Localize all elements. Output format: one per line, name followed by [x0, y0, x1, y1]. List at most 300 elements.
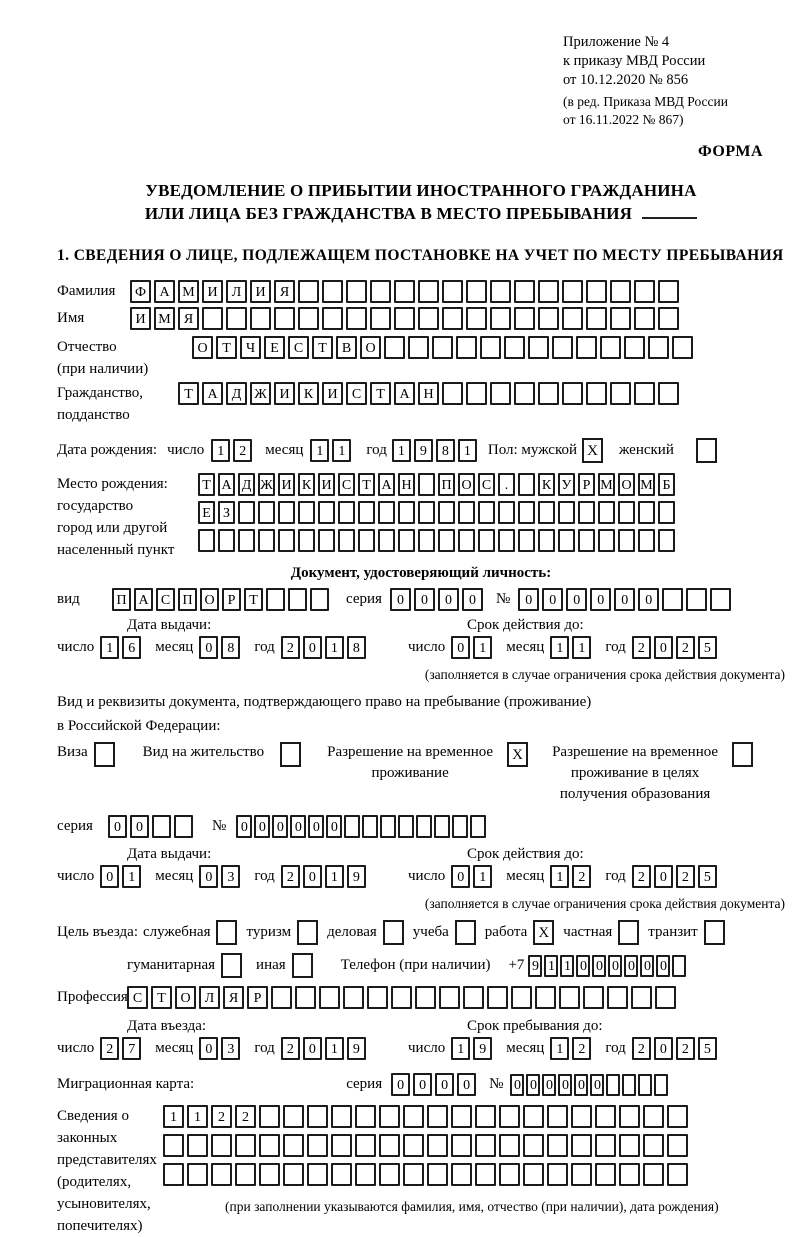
char-cell[interactable]	[418, 501, 435, 524]
char-cell[interactable]	[595, 1105, 616, 1128]
temp-residence-edu-checkbox[interactable]	[732, 742, 753, 767]
char-cell[interactable]	[187, 1134, 208, 1157]
char-cell[interactable]: О	[618, 473, 635, 496]
char-cell[interactable]: 0	[654, 636, 673, 659]
char-cell[interactable]: 9	[347, 865, 366, 888]
char-cell[interactable]: 1	[187, 1105, 208, 1128]
char-cell[interactable]	[278, 501, 295, 524]
char-cell[interactable]: 8	[436, 439, 455, 462]
char-cell[interactable]	[487, 986, 508, 1009]
char-cell[interactable]: Н	[418, 382, 439, 405]
char-cell[interactable]: Я	[223, 986, 244, 1009]
char-cell[interactable]: 0	[308, 815, 324, 838]
char-cell[interactable]: Т	[244, 588, 263, 611]
char-cell[interactable]: 1	[473, 865, 492, 888]
char-cell[interactable]: 0	[199, 636, 218, 659]
char-cell[interactable]	[523, 1163, 544, 1186]
char-cell[interactable]	[595, 1134, 616, 1157]
char-cell[interactable]: О	[360, 336, 381, 359]
char-cell[interactable]	[238, 529, 255, 552]
char-cell[interactable]	[598, 529, 615, 552]
char-cell[interactable]	[600, 336, 621, 359]
char-cell[interactable]: Т	[151, 986, 172, 1009]
char-cell[interactable]: 1	[473, 636, 492, 659]
char-cell[interactable]: С	[156, 588, 175, 611]
char-cell[interactable]: 0	[510, 1074, 524, 1096]
char-cell[interactable]	[226, 307, 247, 330]
char-cell[interactable]: А	[134, 588, 153, 611]
char-cell[interactable]	[187, 1163, 208, 1186]
char-cell[interactable]	[586, 307, 607, 330]
char-cell[interactable]	[658, 501, 675, 524]
char-cell[interactable]: А	[202, 382, 223, 405]
char-cell[interactable]: И	[202, 280, 223, 303]
char-cell[interactable]	[331, 1134, 352, 1157]
char-cell[interactable]	[403, 1105, 424, 1128]
char-cell[interactable]: 2	[233, 439, 252, 462]
char-cell[interactable]	[490, 307, 511, 330]
char-cell[interactable]	[452, 815, 468, 838]
char-cell[interactable]: И	[250, 280, 271, 303]
char-cell[interactable]	[434, 815, 450, 838]
char-cell[interactable]: В	[336, 336, 357, 359]
char-cell[interactable]	[258, 529, 275, 552]
char-cell[interactable]: 0	[592, 955, 606, 977]
char-cell[interactable]: Т	[370, 382, 391, 405]
char-cell[interactable]	[618, 501, 635, 524]
char-cell[interactable]: О	[192, 336, 213, 359]
char-cell[interactable]	[538, 382, 559, 405]
female-checkbox[interactable]	[696, 438, 717, 463]
char-cell[interactable]: 1	[572, 636, 591, 659]
char-cell[interactable]	[398, 815, 414, 838]
char-cell[interactable]: 3	[221, 865, 240, 888]
char-cell[interactable]: Я	[178, 307, 199, 330]
char-cell[interactable]: О	[458, 473, 475, 496]
char-cell[interactable]	[466, 382, 487, 405]
char-cell[interactable]: И	[318, 473, 335, 496]
char-cell[interactable]	[658, 280, 679, 303]
char-cell[interactable]	[514, 382, 535, 405]
char-cell[interactable]	[274, 307, 295, 330]
char-cell[interactable]: Ч	[240, 336, 261, 359]
char-cell[interactable]	[283, 1105, 304, 1128]
char-cell[interactable]	[538, 280, 559, 303]
char-cell[interactable]	[338, 529, 355, 552]
char-cell[interactable]	[562, 307, 583, 330]
char-cell[interactable]	[355, 1134, 376, 1157]
char-cell[interactable]	[578, 501, 595, 524]
char-cell[interactable]: С	[288, 336, 309, 359]
char-cell[interactable]: 0	[576, 955, 590, 977]
char-cell[interactable]	[259, 1105, 280, 1128]
char-cell[interactable]	[283, 1134, 304, 1157]
char-cell[interactable]: И	[278, 473, 295, 496]
char-cell[interactable]	[258, 501, 275, 524]
char-cell[interactable]	[235, 1134, 256, 1157]
char-cell[interactable]	[456, 336, 477, 359]
char-cell[interactable]: 5	[698, 1037, 717, 1060]
char-cell[interactable]	[667, 1105, 688, 1128]
char-cell[interactable]: Т	[198, 473, 215, 496]
char-cell[interactable]	[408, 336, 429, 359]
char-cell[interactable]	[686, 588, 707, 611]
char-cell[interactable]: 0	[566, 588, 587, 611]
char-cell[interactable]: 3	[221, 1037, 240, 1060]
char-cell[interactable]: 2	[632, 1037, 651, 1060]
char-cell[interactable]: 5	[698, 865, 717, 888]
purpose-humanitarian-checkbox[interactable]	[221, 953, 242, 978]
char-cell[interactable]	[528, 336, 549, 359]
char-cell[interactable]	[586, 382, 607, 405]
char-cell[interactable]	[654, 1074, 668, 1096]
char-cell[interactable]: 7	[122, 1037, 141, 1060]
purpose-study-checkbox[interactable]	[455, 920, 476, 945]
char-cell[interactable]	[288, 588, 307, 611]
char-cell[interactable]: С	[478, 473, 495, 496]
char-cell[interactable]: 9	[473, 1037, 492, 1060]
char-cell[interactable]: П	[178, 588, 197, 611]
char-cell[interactable]	[451, 1163, 472, 1186]
char-cell[interactable]: 0	[590, 588, 611, 611]
char-cell[interactable]	[418, 307, 439, 330]
char-cell[interactable]: 8	[347, 636, 366, 659]
char-cell[interactable]	[418, 473, 435, 496]
char-cell[interactable]: 2	[676, 636, 695, 659]
char-cell[interactable]: 1	[550, 636, 569, 659]
char-cell[interactable]	[610, 280, 631, 303]
char-cell[interactable]	[235, 1163, 256, 1186]
char-cell[interactable]: Н	[398, 473, 415, 496]
char-cell[interactable]	[576, 336, 597, 359]
char-cell[interactable]	[518, 529, 535, 552]
char-cell[interactable]: Т	[216, 336, 237, 359]
char-cell[interactable]	[538, 529, 555, 552]
char-cell[interactable]: 1	[451, 1037, 470, 1060]
char-cell[interactable]	[619, 1134, 640, 1157]
char-cell[interactable]: Б	[658, 473, 675, 496]
char-cell[interactable]	[606, 1074, 620, 1096]
char-cell[interactable]	[198, 529, 215, 552]
char-cell[interactable]: 0	[414, 588, 435, 611]
char-cell[interactable]: Р	[247, 986, 268, 1009]
char-cell[interactable]	[667, 1163, 688, 1186]
char-cell[interactable]: 1	[550, 865, 569, 888]
char-cell[interactable]: С	[127, 986, 148, 1009]
char-cell[interactable]	[624, 336, 645, 359]
char-cell[interactable]: 0	[451, 865, 470, 888]
char-cell[interactable]	[416, 815, 432, 838]
char-cell[interactable]: 1	[163, 1105, 184, 1128]
char-cell[interactable]	[634, 280, 655, 303]
char-cell[interactable]	[499, 1134, 520, 1157]
char-cell[interactable]	[490, 280, 511, 303]
char-cell[interactable]	[266, 588, 285, 611]
char-cell[interactable]	[514, 307, 535, 330]
char-cell[interactable]: 1	[458, 439, 477, 462]
temp-residence-checkbox[interactable]: X	[507, 742, 528, 767]
char-cell[interactable]: Т	[312, 336, 333, 359]
char-cell[interactable]: А	[154, 280, 175, 303]
char-cell[interactable]	[538, 501, 555, 524]
char-cell[interactable]: 2	[572, 1037, 591, 1060]
purpose-business-checkbox[interactable]	[216, 920, 237, 945]
char-cell[interactable]	[152, 815, 171, 838]
char-cell[interactable]	[379, 1134, 400, 1157]
char-cell[interactable]	[298, 501, 315, 524]
char-cell[interactable]: 0	[303, 1037, 322, 1060]
char-cell[interactable]	[391, 986, 412, 1009]
char-cell[interactable]	[478, 501, 495, 524]
char-cell[interactable]: Ж	[250, 382, 271, 405]
char-cell[interactable]: 0	[303, 636, 322, 659]
char-cell[interactable]: 0	[542, 588, 563, 611]
char-cell[interactable]	[283, 1163, 304, 1186]
char-cell[interactable]: 0	[254, 815, 270, 838]
char-cell[interactable]: 0	[558, 1074, 572, 1096]
char-cell[interactable]: К	[298, 382, 319, 405]
char-cell[interactable]	[523, 1105, 544, 1128]
char-cell[interactable]: 2	[281, 1037, 300, 1060]
char-cell[interactable]	[498, 501, 515, 524]
char-cell[interactable]	[558, 529, 575, 552]
char-cell[interactable]	[648, 336, 669, 359]
char-cell[interactable]	[631, 986, 652, 1009]
char-cell[interactable]	[480, 336, 501, 359]
char-cell[interactable]: П	[112, 588, 131, 611]
char-cell[interactable]	[571, 1105, 592, 1128]
char-cell[interactable]	[578, 529, 595, 552]
char-cell[interactable]	[338, 501, 355, 524]
purpose-commercial-checkbox[interactable]	[383, 920, 404, 945]
char-cell[interactable]	[398, 501, 415, 524]
char-cell[interactable]	[475, 1163, 496, 1186]
char-cell[interactable]	[662, 588, 683, 611]
char-cell[interactable]	[586, 280, 607, 303]
char-cell[interactable]: У	[558, 473, 575, 496]
char-cell[interactable]: 0	[526, 1074, 540, 1096]
char-cell[interactable]	[518, 473, 535, 496]
char-cell[interactable]: 6	[122, 636, 141, 659]
char-cell[interactable]: 1	[550, 1037, 569, 1060]
char-cell[interactable]: 0	[542, 1074, 556, 1096]
char-cell[interactable]	[318, 501, 335, 524]
purpose-work-checkbox[interactable]: X	[533, 920, 554, 945]
char-cell[interactable]	[498, 529, 515, 552]
char-cell[interactable]	[442, 382, 463, 405]
char-cell[interactable]: Д	[238, 473, 255, 496]
char-cell[interactable]	[490, 382, 511, 405]
char-cell[interactable]	[378, 529, 395, 552]
char-cell[interactable]	[427, 1134, 448, 1157]
char-cell[interactable]	[658, 382, 679, 405]
char-cell[interactable]	[355, 1163, 376, 1186]
char-cell[interactable]: 2	[632, 865, 651, 888]
char-cell[interactable]: Т	[358, 473, 375, 496]
char-cell[interactable]	[466, 280, 487, 303]
char-cell[interactable]	[478, 529, 495, 552]
char-cell[interactable]	[331, 1105, 352, 1128]
char-cell[interactable]	[523, 1134, 544, 1157]
char-cell[interactable]	[466, 307, 487, 330]
char-cell[interactable]: К	[538, 473, 555, 496]
char-cell[interactable]	[442, 280, 463, 303]
char-cell[interactable]: 0	[326, 815, 342, 838]
char-cell[interactable]	[318, 529, 335, 552]
char-cell[interactable]: О	[200, 588, 219, 611]
char-cell[interactable]: 0	[435, 1073, 454, 1096]
char-cell[interactable]	[278, 529, 295, 552]
char-cell[interactable]	[307, 1105, 328, 1128]
char-cell[interactable]: 0	[390, 588, 411, 611]
char-cell[interactable]	[319, 986, 340, 1009]
char-cell[interactable]	[418, 529, 435, 552]
char-cell[interactable]	[672, 955, 686, 977]
char-cell[interactable]	[211, 1134, 232, 1157]
char-cell[interactable]	[271, 986, 292, 1009]
char-cell[interactable]	[398, 529, 415, 552]
char-cell[interactable]	[202, 307, 223, 330]
char-cell[interactable]	[394, 307, 415, 330]
char-cell[interactable]	[379, 1163, 400, 1186]
char-cell[interactable]	[619, 1163, 640, 1186]
char-cell[interactable]: И	[130, 307, 151, 330]
char-cell[interactable]: 1	[560, 955, 574, 977]
char-cell[interactable]: М	[638, 473, 655, 496]
char-cell[interactable]: 1	[211, 439, 230, 462]
char-cell[interactable]: Л	[226, 280, 247, 303]
char-cell[interactable]	[710, 588, 731, 611]
char-cell[interactable]: 0	[654, 1037, 673, 1060]
char-cell[interactable]: М	[178, 280, 199, 303]
char-cell[interactable]: 1	[332, 439, 351, 462]
char-cell[interactable]: 0	[130, 815, 149, 838]
char-cell[interactable]	[655, 986, 676, 1009]
char-cell[interactable]	[451, 1105, 472, 1128]
char-cell[interactable]	[538, 307, 559, 330]
char-cell[interactable]: 0	[236, 815, 252, 838]
char-cell[interactable]	[458, 501, 475, 524]
purpose-tourism-checkbox[interactable]	[297, 920, 318, 945]
char-cell[interactable]: 2	[676, 1037, 695, 1060]
char-cell[interactable]	[218, 529, 235, 552]
char-cell[interactable]: 2	[572, 865, 591, 888]
char-cell[interactable]	[558, 501, 575, 524]
char-cell[interactable]	[583, 986, 604, 1009]
char-cell[interactable]: 0	[451, 636, 470, 659]
char-cell[interactable]	[344, 815, 360, 838]
char-cell[interactable]: Ж	[258, 473, 275, 496]
char-cell[interactable]: 0	[391, 1073, 410, 1096]
char-cell[interactable]: О	[175, 986, 196, 1009]
char-cell[interactable]	[475, 1134, 496, 1157]
char-cell[interactable]: П	[438, 473, 455, 496]
char-cell[interactable]: С	[338, 473, 355, 496]
char-cell[interactable]: 9	[414, 439, 433, 462]
char-cell[interactable]	[547, 1163, 568, 1186]
char-cell[interactable]: 0	[590, 1074, 604, 1096]
char-cell[interactable]: 0	[640, 955, 654, 977]
char-cell[interactable]: М	[154, 307, 175, 330]
char-cell[interactable]: 1	[544, 955, 558, 977]
char-cell[interactable]	[378, 501, 395, 524]
char-cell[interactable]	[298, 529, 315, 552]
visa-checkbox[interactable]	[94, 742, 115, 767]
char-cell[interactable]	[163, 1163, 184, 1186]
char-cell[interactable]	[638, 1074, 652, 1096]
char-cell[interactable]	[535, 986, 556, 1009]
char-cell[interactable]: 0	[290, 815, 306, 838]
char-cell[interactable]	[634, 307, 655, 330]
char-cell[interactable]	[547, 1134, 568, 1157]
char-cell[interactable]: .	[498, 473, 515, 496]
char-cell[interactable]	[518, 501, 535, 524]
char-cell[interactable]	[672, 336, 693, 359]
char-cell[interactable]: 0	[654, 865, 673, 888]
char-cell[interactable]: 5	[698, 636, 717, 659]
char-cell[interactable]	[514, 280, 535, 303]
char-cell[interactable]: 1	[325, 865, 344, 888]
char-cell[interactable]	[458, 529, 475, 552]
char-cell[interactable]	[259, 1163, 280, 1186]
char-cell[interactable]: 0	[199, 1037, 218, 1060]
char-cell[interactable]	[499, 1163, 520, 1186]
char-cell[interactable]: Д	[226, 382, 247, 405]
char-cell[interactable]	[174, 815, 193, 838]
char-cell[interactable]	[163, 1134, 184, 1157]
char-cell[interactable]	[643, 1134, 664, 1157]
char-cell[interactable]: 1	[392, 439, 411, 462]
char-cell[interactable]	[322, 307, 343, 330]
char-cell[interactable]: М	[598, 473, 615, 496]
char-cell[interactable]: 2	[211, 1105, 232, 1128]
char-cell[interactable]	[418, 280, 439, 303]
char-cell[interactable]	[571, 1134, 592, 1157]
char-cell[interactable]: 1	[325, 1037, 344, 1060]
char-cell[interactable]	[343, 986, 364, 1009]
char-cell[interactable]	[499, 1105, 520, 1128]
char-cell[interactable]	[355, 1105, 376, 1128]
char-cell[interactable]: 1	[310, 439, 329, 462]
char-cell[interactable]: 0	[462, 588, 483, 611]
char-cell[interactable]: Ф	[130, 280, 151, 303]
char-cell[interactable]	[307, 1134, 328, 1157]
char-cell[interactable]: Я	[274, 280, 295, 303]
char-cell[interactable]: 0	[413, 1073, 432, 1096]
char-cell[interactable]: 0	[638, 588, 659, 611]
char-cell[interactable]: А	[378, 473, 395, 496]
char-cell[interactable]	[598, 501, 615, 524]
char-cell[interactable]	[432, 336, 453, 359]
char-cell[interactable]: И	[322, 382, 343, 405]
char-cell[interactable]	[259, 1134, 280, 1157]
char-cell[interactable]: 9	[347, 1037, 366, 1060]
char-cell[interactable]	[438, 501, 455, 524]
char-cell[interactable]: Е	[264, 336, 285, 359]
char-cell[interactable]	[384, 336, 405, 359]
char-cell[interactable]	[238, 501, 255, 524]
char-cell[interactable]	[622, 1074, 636, 1096]
char-cell[interactable]	[367, 986, 388, 1009]
char-cell[interactable]: 8	[221, 636, 240, 659]
char-cell[interactable]: 2	[100, 1037, 119, 1060]
char-cell[interactable]: 2	[632, 636, 651, 659]
char-cell[interactable]	[658, 529, 675, 552]
char-cell[interactable]	[634, 382, 655, 405]
char-cell[interactable]	[439, 986, 460, 1009]
char-cell[interactable]: 9	[528, 955, 542, 977]
char-cell[interactable]	[470, 815, 486, 838]
